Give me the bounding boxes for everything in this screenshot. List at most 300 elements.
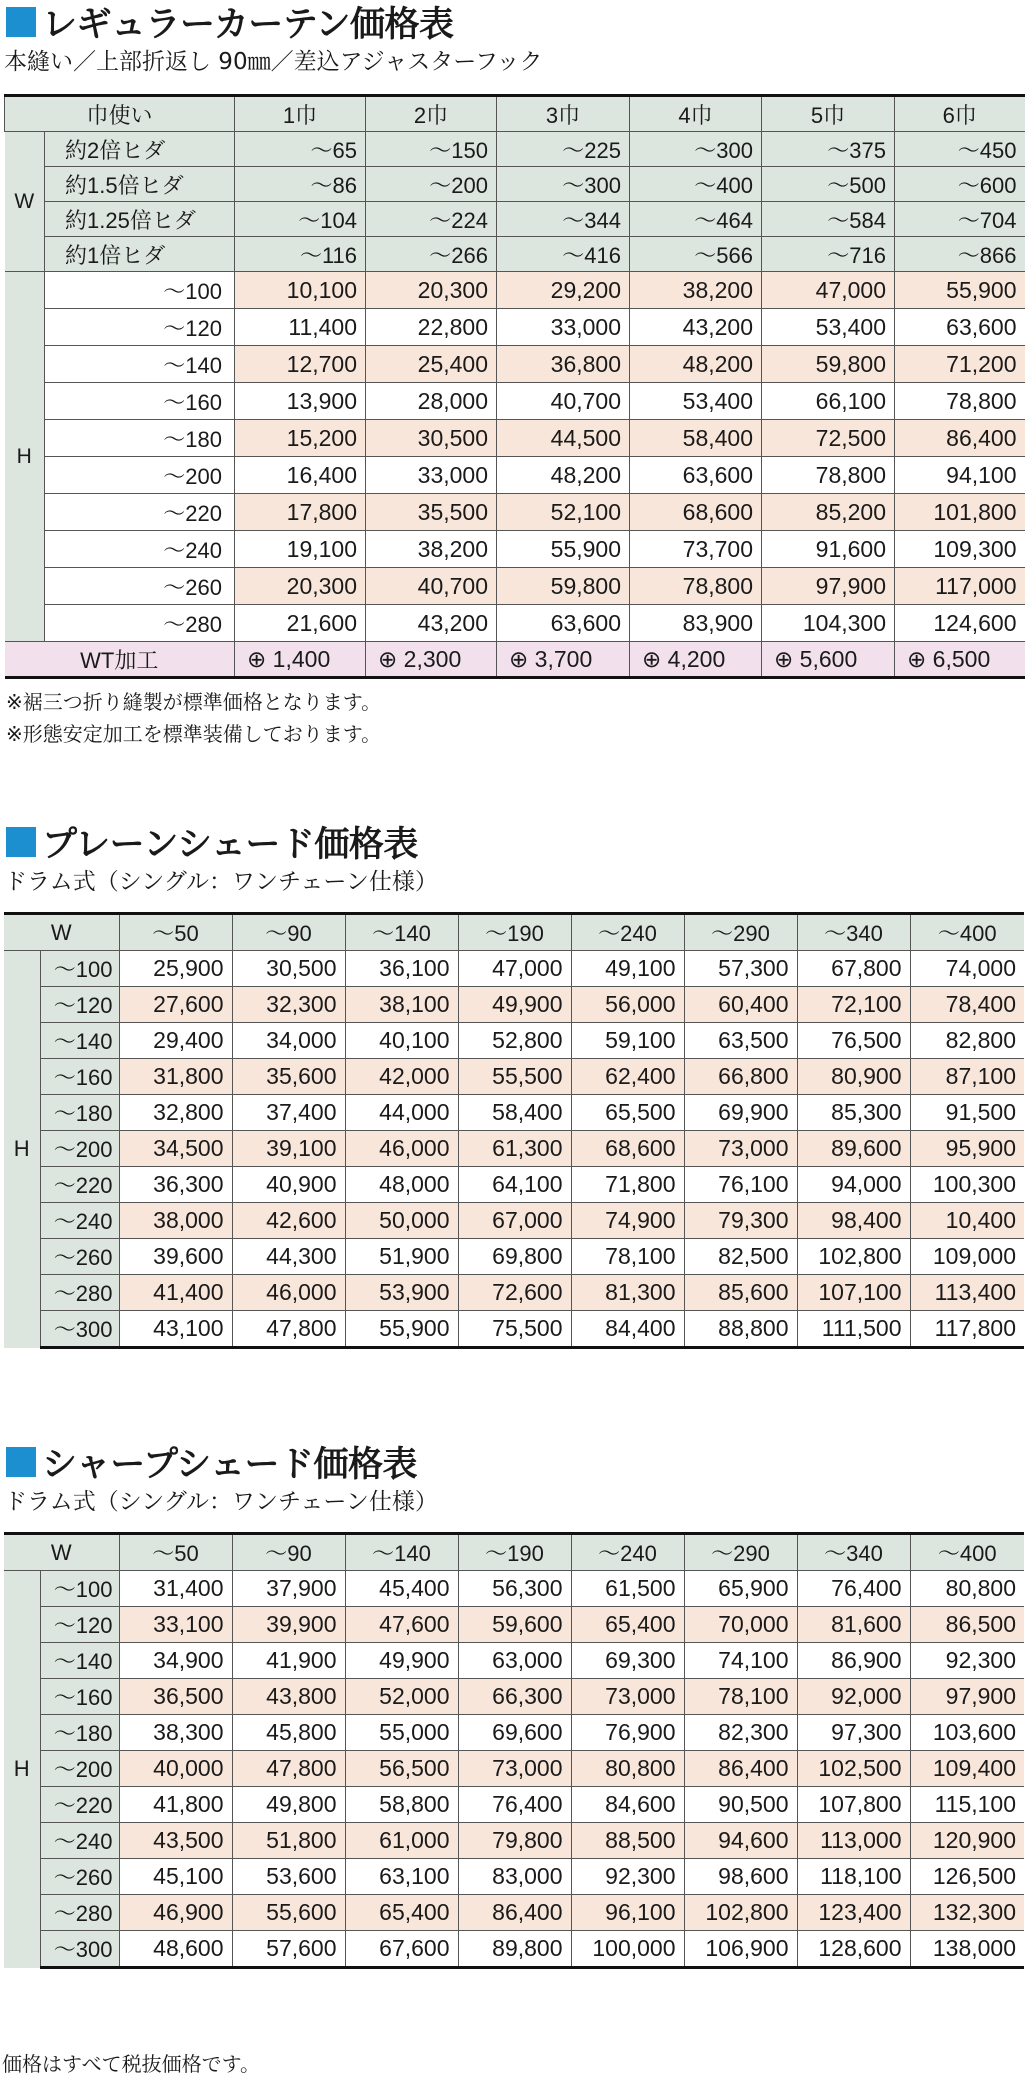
h-row — [5, 531, 1025, 568]
w-value-cell: ～416 — [497, 237, 630, 272]
w-value-cell: ～86 — [235, 167, 366, 202]
price-cell: 92,000 — [797, 1679, 910, 1715]
h-row — [5, 383, 1025, 420]
price-cell: 27,600 — [119, 987, 232, 1023]
h-row — [5, 457, 1025, 494]
price-cell: 45,100 — [119, 1859, 232, 1895]
price-cell: 79,800 — [458, 1823, 571, 1859]
price-cell: 59,800 — [497, 568, 630, 605]
price-cell: 52,800 — [458, 1023, 571, 1059]
price-cell: 43,500 — [119, 1823, 232, 1859]
w-row-label: 約1倍ヒダ — [45, 237, 235, 272]
h-row-label: ～180 — [40, 1095, 119, 1131]
price-cell: 107,800 — [797, 1787, 910, 1823]
h-axis-label: H — [4, 951, 40, 1348]
h-row-label: ～180 — [45, 420, 235, 457]
h-row-label: ～260 — [45, 568, 235, 605]
price-cell: 78,400 — [910, 987, 1024, 1023]
w-value-cell: ～65 — [235, 132, 366, 167]
price-cell: 49,900 — [345, 1643, 458, 1679]
price-cell: 53,400 — [762, 309, 895, 346]
price-cell: 43,200 — [366, 605, 497, 642]
price-cell: 102,800 — [797, 1239, 910, 1275]
w-value-cell: ～116 — [235, 237, 366, 272]
price-cell: 63,500 — [684, 1023, 797, 1059]
price-cell: 91,500 — [910, 1095, 1024, 1131]
price-cell: 40,000 — [119, 1751, 232, 1787]
price-cell: 61,000 — [345, 1823, 458, 1859]
price-cell: 25,900 — [119, 951, 232, 987]
curtain-title — [0, 0, 1028, 44]
price-cell: 55,900 — [345, 1311, 458, 1348]
price-cell: 45,800 — [232, 1715, 345, 1751]
price-row — [4, 1095, 1024, 1131]
price-cell: 48,200 — [630, 346, 762, 383]
price-cell: 38,300 — [119, 1715, 232, 1751]
price-cell: 94,000 — [797, 1167, 910, 1203]
column-header: 5巾 — [762, 96, 895, 132]
w-value-cell: ～400 — [630, 167, 762, 202]
column-header: 3巾 — [497, 96, 630, 132]
column-header: 2巾 — [366, 96, 497, 132]
price-cell: 100,000 — [571, 1931, 684, 1968]
price-cell: 104,300 — [762, 605, 895, 642]
price-cell: 73,000 — [571, 1679, 684, 1715]
h-row — [5, 272, 1025, 309]
w-value-cell: ～600 — [895, 167, 1025, 202]
w-value-cell: ～225 — [497, 132, 630, 167]
price-cell: 48,200 — [497, 457, 630, 494]
price-cell: 98,600 — [684, 1859, 797, 1895]
price-cell: 101,800 — [895, 494, 1025, 531]
w-value-cell: ～300 — [630, 132, 762, 167]
price-cell: 117,000 — [895, 568, 1025, 605]
w-row — [5, 202, 1025, 237]
price-cell: 88,500 — [571, 1823, 684, 1859]
column-header: ～140 — [345, 914, 458, 951]
price-cell: 11,400 — [235, 309, 366, 346]
plain-shade-price-table — [4, 912, 1024, 1349]
h-row-label: ～160 — [40, 1679, 119, 1715]
w-value-cell: ～300 — [497, 167, 630, 202]
price-cell: 102,500 — [797, 1751, 910, 1787]
price-cell: 102,800 — [684, 1895, 797, 1931]
w-row — [5, 237, 1025, 272]
h-row-label: ～100 — [40, 951, 119, 987]
sharp-header-row — [4, 1534, 1024, 1571]
price-cell: 78,100 — [684, 1679, 797, 1715]
w-value-cell: ～566 — [630, 237, 762, 272]
h-row-label: ～120 — [45, 309, 235, 346]
price-cell: 37,900 — [232, 1571, 345, 1607]
price-row — [4, 1859, 1024, 1895]
price-cell: 106,900 — [684, 1931, 797, 1968]
tax-note: 価格はすべて税抜価格です。 — [2, 2052, 260, 2076]
curtain-notes — [6, 686, 381, 750]
price-cell: 85,300 — [797, 1095, 910, 1131]
price-cell: 36,100 — [345, 951, 458, 987]
price-cell: 15,200 — [235, 420, 366, 457]
w-value-cell: ～344 — [497, 202, 630, 237]
price-cell: 29,200 — [497, 272, 630, 309]
price-cell: 38,000 — [119, 1203, 232, 1239]
price-cell: 43,200 — [630, 309, 762, 346]
price-cell: 100,300 — [910, 1167, 1024, 1203]
price-cell: 37,400 — [232, 1095, 345, 1131]
price-row — [4, 1167, 1024, 1203]
sharp-shade-subtitle: ドラム式（シングル：ワンチェーン仕様） — [4, 1489, 438, 1515]
curtain-header-row — [5, 96, 1025, 132]
w-value-cell: ～500 — [762, 167, 895, 202]
price-cell: 79,300 — [684, 1203, 797, 1239]
price-cell: 49,100 — [571, 951, 684, 987]
price-cell: 40,900 — [232, 1167, 345, 1203]
w-value-cell: ～716 — [762, 237, 895, 272]
column-header: 6巾 — [895, 96, 1025, 132]
h-row-label: ～160 — [40, 1059, 119, 1095]
wt-price-cell: ⊕ 5,600 — [762, 642, 895, 678]
price-cell: 43,100 — [119, 1311, 232, 1348]
price-cell: 63,600 — [895, 309, 1025, 346]
price-cell: 67,800 — [797, 951, 910, 987]
price-cell: 82,500 — [684, 1239, 797, 1275]
h-row-label: ～240 — [40, 1823, 119, 1859]
price-cell: 80,800 — [910, 1571, 1024, 1607]
price-cell: 40,700 — [366, 568, 497, 605]
price-cell: 17,800 — [235, 494, 366, 531]
price-cell: 31,400 — [119, 1571, 232, 1607]
price-cell: 51,800 — [232, 1823, 345, 1859]
price-cell: 36,800 — [497, 346, 630, 383]
column-header: ～240 — [571, 914, 684, 951]
price-cell: 41,400 — [119, 1275, 232, 1311]
price-cell: 69,300 — [571, 1643, 684, 1679]
price-cell: 86,900 — [797, 1643, 910, 1679]
column-header: ～190 — [458, 914, 571, 951]
price-cell: 97,300 — [797, 1715, 910, 1751]
price-cell: 33,000 — [497, 309, 630, 346]
price-cell: 69,600 — [458, 1715, 571, 1751]
price-cell: 78,100 — [571, 1239, 684, 1275]
price-cell: 92,300 — [910, 1643, 1024, 1679]
price-cell: 109,400 — [910, 1751, 1024, 1787]
h-row-label: ～140 — [40, 1023, 119, 1059]
price-cell: 50,000 — [345, 1203, 458, 1239]
plain-shade-title-text: プレーンシェード価格表 — [42, 825, 418, 865]
price-cell: 13,900 — [235, 383, 366, 420]
price-cell: 76,400 — [797, 1571, 910, 1607]
w-row — [5, 132, 1025, 167]
price-cell: 95,900 — [910, 1131, 1024, 1167]
price-cell: 63,600 — [630, 457, 762, 494]
price-cell: 71,200 — [895, 346, 1025, 383]
price-cell: 28,000 — [366, 383, 497, 420]
price-cell: 89,800 — [458, 1931, 571, 1968]
price-cell: 46,900 — [119, 1895, 232, 1931]
column-header: ～90 — [232, 914, 345, 951]
price-row — [4, 1607, 1024, 1643]
price-row — [4, 1239, 1024, 1275]
price-cell: 40,700 — [497, 383, 630, 420]
price-cell: 84,400 — [571, 1311, 684, 1348]
price-cell: 39,100 — [232, 1131, 345, 1167]
h-axis-label: H — [5, 272, 45, 642]
price-cell: 22,800 — [366, 309, 497, 346]
price-cell: 86,500 — [910, 1607, 1024, 1643]
price-cell: 73,000 — [458, 1751, 571, 1787]
price-cell: 97,900 — [762, 568, 895, 605]
price-cell: 88,800 — [684, 1311, 797, 1348]
price-cell: 70,000 — [684, 1607, 797, 1643]
price-cell: 82,300 — [684, 1715, 797, 1751]
price-cell: 66,100 — [762, 383, 895, 420]
price-cell: 74,900 — [571, 1203, 684, 1239]
price-cell: 94,100 — [895, 457, 1025, 494]
column-header: ～90 — [232, 1534, 345, 1571]
price-cell: 76,900 — [571, 1715, 684, 1751]
w-value-cell: ～224 — [366, 202, 497, 237]
price-row — [4, 1715, 1024, 1751]
price-cell: 32,800 — [119, 1095, 232, 1131]
price-cell: 16,400 — [235, 457, 366, 494]
price-cell: 52,000 — [345, 1679, 458, 1715]
price-row — [4, 987, 1024, 1023]
price-cell: 128,600 — [797, 1931, 910, 1968]
price-cell: 53,600 — [232, 1859, 345, 1895]
h-row-label: ～280 — [45, 605, 235, 642]
w-value-cell: ～584 — [762, 202, 895, 237]
price-cell: 69,900 — [684, 1095, 797, 1131]
price-row — [4, 1023, 1024, 1059]
price-cell: 113,000 — [797, 1823, 910, 1859]
price-row — [4, 1931, 1024, 1968]
w-value-cell: ～464 — [630, 202, 762, 237]
h-row-label: ～260 — [40, 1239, 119, 1275]
price-cell: 10,100 — [235, 272, 366, 309]
price-cell: 83,000 — [458, 1859, 571, 1895]
price-cell: 132,300 — [910, 1895, 1024, 1931]
h-row-label: ～200 — [40, 1131, 119, 1167]
price-cell: 80,800 — [571, 1751, 684, 1787]
price-row — [4, 1059, 1024, 1095]
w-row-label: 約2倍ヒダ — [45, 132, 235, 167]
column-header: 1巾 — [235, 96, 366, 132]
h-row-label: ～200 — [45, 457, 235, 494]
price-cell: 55,600 — [232, 1895, 345, 1931]
price-cell: 91,600 — [762, 531, 895, 568]
h-row-label: ～280 — [40, 1895, 119, 1931]
column-header: ～400 — [910, 914, 1024, 951]
h-row-label: ～220 — [40, 1787, 119, 1823]
corner-cell: W — [4, 1534, 119, 1571]
price-cell: 65,900 — [684, 1571, 797, 1607]
price-cell: 68,600 — [630, 494, 762, 531]
price-cell: 109,000 — [910, 1239, 1024, 1275]
price-cell: 31,800 — [119, 1059, 232, 1095]
h-row-label: ～240 — [40, 1203, 119, 1239]
price-cell: 82,800 — [910, 1023, 1024, 1059]
price-cell: 117,800 — [910, 1311, 1024, 1348]
price-cell: 33,000 — [366, 457, 497, 494]
price-cell: 55,500 — [458, 1059, 571, 1095]
wt-price-cell: ⊕ 1,400 — [235, 642, 366, 678]
price-cell: 118,100 — [797, 1859, 910, 1895]
price-cell: 57,600 — [232, 1931, 345, 1968]
price-cell: 65,500 — [571, 1095, 684, 1131]
h-axis-label: H — [4, 1571, 40, 1968]
price-cell: 25,400 — [366, 346, 497, 383]
price-cell: 33,100 — [119, 1607, 232, 1643]
h-row-label: ～220 — [45, 494, 235, 531]
price-cell: 55,900 — [895, 272, 1025, 309]
price-cell: 69,800 — [458, 1239, 571, 1275]
price-row — [4, 1275, 1024, 1311]
price-cell: 92,300 — [571, 1859, 684, 1895]
h-row-label: ～140 — [45, 346, 235, 383]
price-cell: 47,000 — [458, 951, 571, 987]
price-cell: 42,000 — [345, 1059, 458, 1095]
note-line: ※形態安定加工を標準装備しております。 — [6, 722, 382, 746]
w-value-cell: ～150 — [366, 132, 497, 167]
price-cell: 107,100 — [797, 1275, 910, 1311]
h-row-label: ～260 — [40, 1859, 119, 1895]
price-cell: 72,500 — [762, 420, 895, 457]
price-cell: 124,600 — [895, 605, 1025, 642]
price-cell: 87,100 — [910, 1059, 1024, 1095]
h-row-label: ～200 — [40, 1751, 119, 1787]
price-cell: 73,700 — [630, 531, 762, 568]
price-cell: 84,600 — [571, 1787, 684, 1823]
w-value-cell: ～450 — [895, 132, 1025, 167]
price-cell: 85,600 — [684, 1275, 797, 1311]
h-row-label: ～120 — [40, 987, 119, 1023]
price-row — [4, 1131, 1024, 1167]
w-value-cell: ～866 — [895, 237, 1025, 272]
w-row — [5, 167, 1025, 202]
square-bullet-icon — [6, 827, 36, 857]
price-cell: 32,300 — [232, 987, 345, 1023]
curtain-price-table — [4, 94, 1025, 679]
price-cell: 74,000 — [910, 951, 1024, 987]
h-row — [5, 346, 1025, 383]
curtain-subtitle: 本縫い／上部折返し 90㎜／差込アジャスターフック — [4, 49, 543, 75]
w-row-label: 約1.5倍ヒダ — [45, 167, 235, 202]
price-cell: 86,400 — [684, 1751, 797, 1787]
price-cell: 115,100 — [910, 1787, 1024, 1823]
square-bullet-icon — [6, 7, 36, 37]
price-cell: 65,400 — [571, 1607, 684, 1643]
h-row — [5, 605, 1025, 642]
price-cell: 81,600 — [797, 1607, 910, 1643]
h-row — [5, 309, 1025, 346]
plain-header-row — [4, 914, 1024, 951]
price-cell: 38,200 — [630, 272, 762, 309]
curtain-section — [0, 0, 1028, 80]
price-cell: 113,400 — [910, 1275, 1024, 1311]
corner-cell: 巾使い — [5, 96, 235, 132]
h-row — [5, 420, 1025, 457]
price-cell: 48,000 — [345, 1167, 458, 1203]
price-cell: 53,900 — [345, 1275, 458, 1311]
price-cell: 34,000 — [232, 1023, 345, 1059]
price-cell: 44,300 — [232, 1239, 345, 1275]
column-header: ～290 — [684, 1534, 797, 1571]
price-cell: 19,100 — [235, 531, 366, 568]
price-cell: 56,300 — [458, 1571, 571, 1607]
price-cell: 34,500 — [119, 1131, 232, 1167]
price-cell: 65,400 — [345, 1895, 458, 1931]
price-cell: 67,600 — [345, 1931, 458, 1968]
price-cell: 72,600 — [458, 1275, 571, 1311]
price-cell: 47,000 — [762, 272, 895, 309]
plain-shade-section — [0, 820, 1028, 900]
price-cell: 58,400 — [458, 1095, 571, 1131]
sharp-shade-price-table — [4, 1532, 1024, 1969]
price-cell: 96,100 — [571, 1895, 684, 1931]
price-cell: 97,900 — [910, 1679, 1024, 1715]
price-cell: 46,000 — [232, 1275, 345, 1311]
price-cell: 68,600 — [571, 1131, 684, 1167]
price-cell: 66,800 — [684, 1059, 797, 1095]
h-row-label: ～140 — [40, 1643, 119, 1679]
price-cell: 20,300 — [235, 568, 366, 605]
price-cell: 36,300 — [119, 1167, 232, 1203]
price-cell: 76,400 — [458, 1787, 571, 1823]
h-row — [5, 494, 1025, 531]
column-header: ～50 — [119, 1534, 232, 1571]
column-header: ～140 — [345, 1534, 458, 1571]
price-cell: 49,800 — [232, 1787, 345, 1823]
price-cell: 35,600 — [232, 1059, 345, 1095]
price-cell: 63,100 — [345, 1859, 458, 1895]
h-row — [5, 568, 1025, 605]
price-cell: 63,600 — [497, 605, 630, 642]
price-cell: 67,000 — [458, 1203, 571, 1239]
price-cell: 80,900 — [797, 1059, 910, 1095]
price-cell: 48,600 — [119, 1931, 232, 1968]
price-cell: 90,500 — [684, 1787, 797, 1823]
price-cell: 78,800 — [762, 457, 895, 494]
h-row-label: ～160 — [45, 383, 235, 420]
price-cell: 41,900 — [232, 1643, 345, 1679]
price-cell: 76,500 — [797, 1023, 910, 1059]
price-cell: 72,100 — [797, 987, 910, 1023]
price-cell: 109,300 — [895, 531, 1025, 568]
price-cell: 78,800 — [630, 568, 762, 605]
price-row — [4, 1823, 1024, 1859]
price-cell: 83,900 — [630, 605, 762, 642]
price-cell: 52,100 — [497, 494, 630, 531]
column-header: ～340 — [797, 914, 910, 951]
price-cell: 21,600 — [235, 605, 366, 642]
price-cell: 63,000 — [458, 1643, 571, 1679]
price-row — [4, 1311, 1024, 1348]
price-row — [4, 1203, 1024, 1239]
price-row — [4, 1571, 1024, 1607]
h-row-label: ～240 — [45, 531, 235, 568]
wt-label: WT加工 — [5, 642, 235, 678]
sharp-shade-title — [0, 1440, 1028, 1484]
price-cell: 62,400 — [571, 1059, 684, 1095]
price-cell: 41,800 — [119, 1787, 232, 1823]
price-cell: 44,000 — [345, 1095, 458, 1131]
price-row — [4, 1895, 1024, 1931]
price-cell: 86,400 — [895, 420, 1025, 457]
price-cell: 10,400 — [910, 1203, 1024, 1239]
price-cell: 47,800 — [232, 1311, 345, 1348]
plain-shade-subtitle: ドラム式（シングル：ワンチェーン仕様） — [4, 869, 438, 895]
h-row-label: ～300 — [40, 1311, 119, 1348]
